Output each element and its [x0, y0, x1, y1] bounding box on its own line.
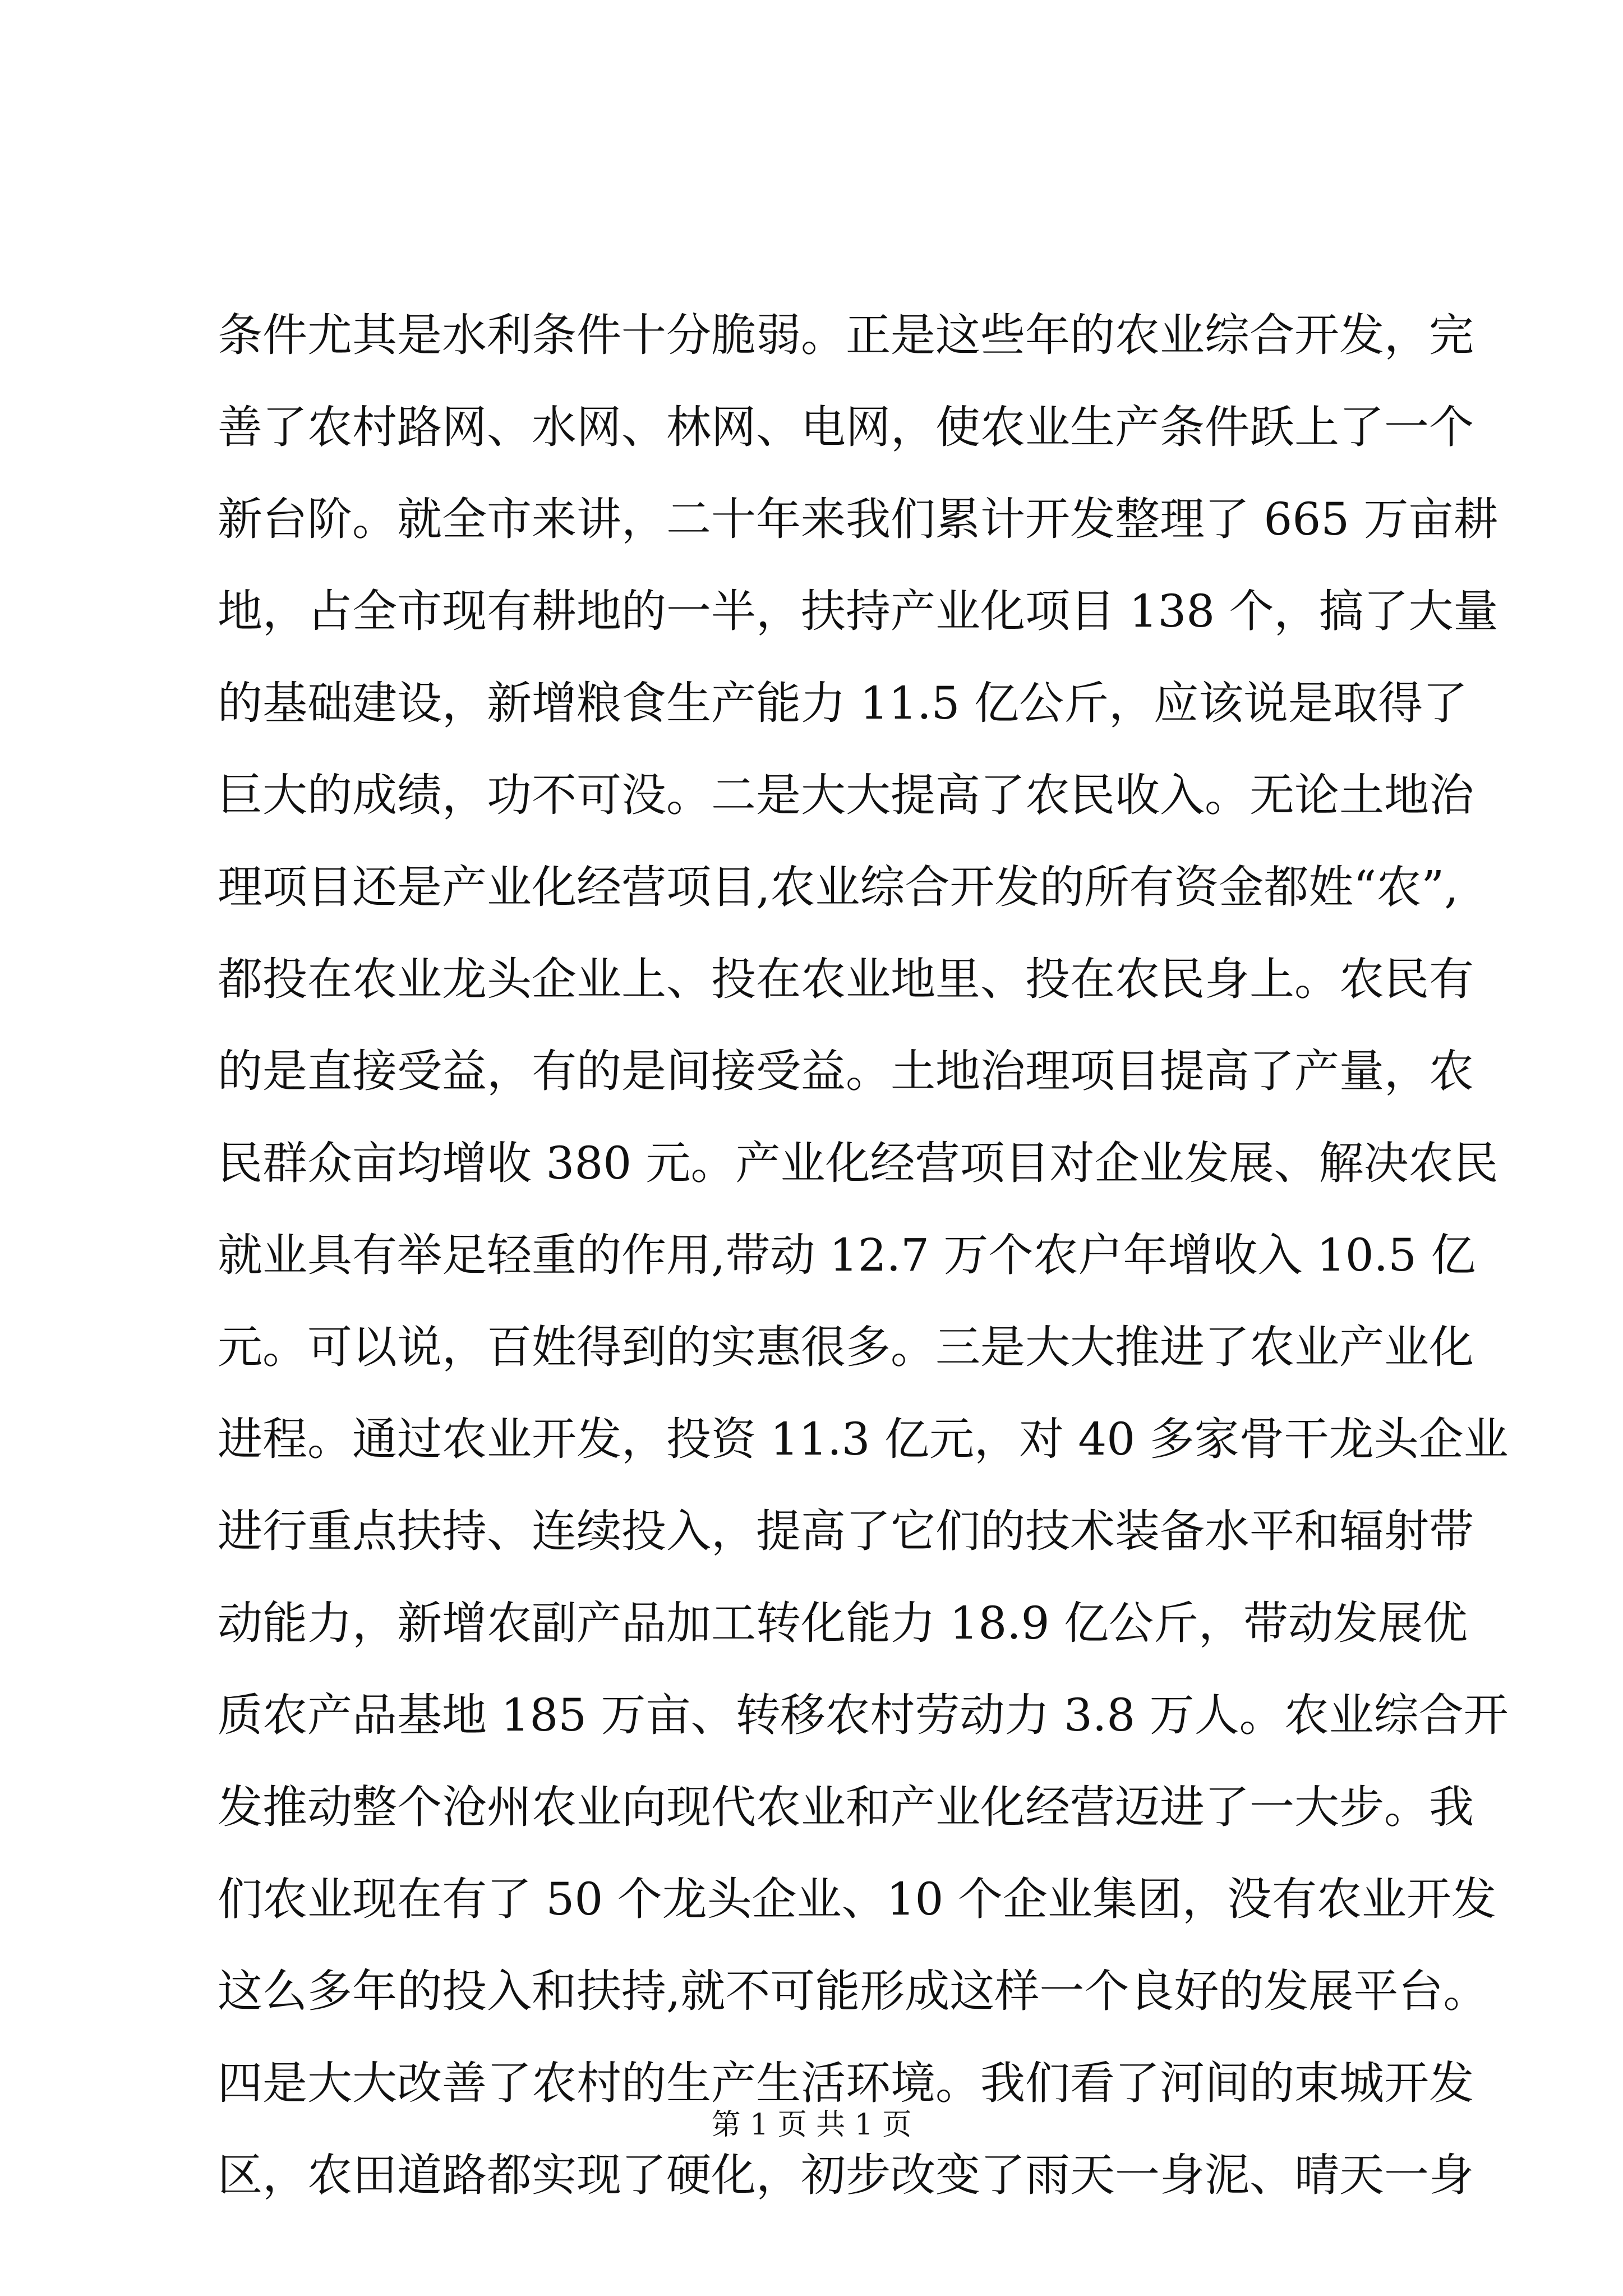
text-line: 们农业现在有了 50 个龙头企业、10 个企业集团，没有农业开发	[218, 1873, 1496, 1925]
page-footer	[0, 2102, 1623, 2147]
text-line: 进程。通过农业开发，投资 11.3 亿元，对 40 多家骨干龙头企业	[218, 1413, 1509, 1465]
text-line: 发推动整个沧州农业向现代农业和产业化经营迈进了一大步。我	[218, 1781, 1474, 1833]
text-line: 进行重点扶持、连续投入，提高了它们的技术装备水平和辐射带	[218, 1505, 1474, 1557]
text-line: 民群众亩均增收 380 元。产业化经营项目对企业发展、解决农民	[218, 1137, 1498, 1189]
text-line: 都投在农业龙头企业上、投在农业地里、投在农民身上。农民有	[218, 953, 1474, 1005]
text-line: 质农产品基地 185 万亩、转移农村劳动力 3.8 万人。农业综合开	[218, 1689, 1509, 1741]
text-line: 理项目还是产业化经营项目,农业综合开发的所有资金都姓“农”,	[218, 861, 1459, 913]
text-line: 这么多年的投入和扶持,就不可能形成这样一个良好的发展平台。	[218, 1965, 1488, 2017]
text-line: 元。可以说，百姓得到的实惠很多。三是大大推进了农业产业化	[218, 1321, 1474, 1373]
text-line: 的基础建设，新增粮食生产能力 11.5 亿公斤，应该说是取得了	[218, 677, 1468, 729]
text-line: 善了农村路网、水网、林网、电网，使农业生产条件跃上了一个	[218, 401, 1474, 453]
body-text	[218, 289, 1509, 2221]
text-line: 的是直接受益，有的是间接受益。土地治理项目提高了产量，农	[218, 1045, 1474, 1097]
text-line: 四是大大改善了农村的生产生活环境。我们看了河间的束城开发	[218, 2057, 1474, 2109]
text-line: 新台阶。就全市来讲，二十年来我们累计开发整理了 665 万亩耕	[218, 493, 1498, 545]
text-line: 巨大的成绩，功不可没。二是大大提高了农民收入。无论土地治	[218, 769, 1474, 821]
text-line: 区，农田道路都实现了硬化，初步改变了雨天一身泥、晴天一身	[218, 2149, 1474, 2201]
text-line: 就业具有举足轻重的作用,带动 12.7 万个农户年增收入 10.5 亿	[218, 1229, 1476, 1281]
text-line: 条件尤其是水利条件十分脆弱。正是这些年的农业综合开发，完	[218, 309, 1474, 361]
page-number: 第 1 页 共 1 页	[711, 2108, 912, 2142]
text-line: 动能力，新增农副产品加工转化能力 18.9 亿公斤，带动发展优	[218, 1597, 1468, 1649]
text-line: 地，占全市现有耕地的一半，扶持产业化项目 138 个，搞了大量	[218, 585, 1498, 637]
